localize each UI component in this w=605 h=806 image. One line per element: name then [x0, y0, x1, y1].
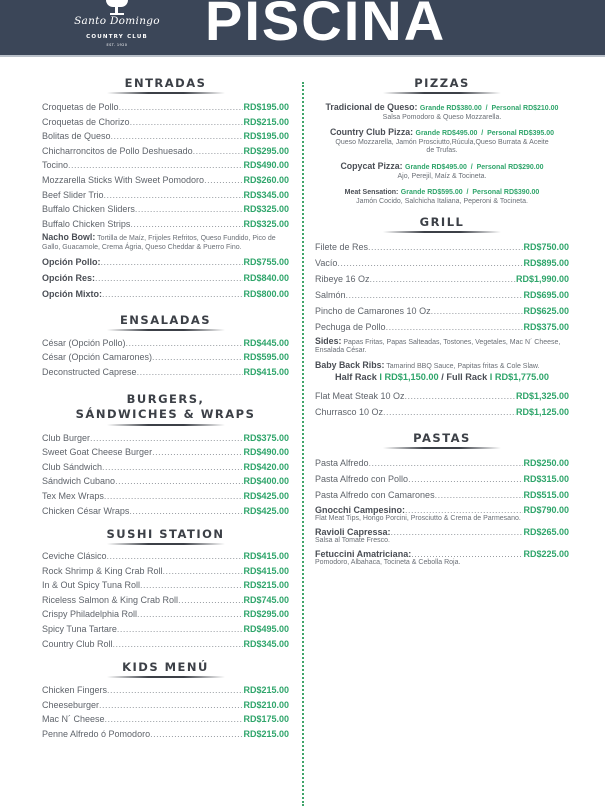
- section-title: GRILL: [315, 216, 569, 233]
- item-price: RD$490.00: [243, 447, 289, 458]
- menu-item: [42, 504, 289, 519]
- menu-item: [42, 489, 289, 504]
- menu-item: [42, 144, 289, 159]
- item-price: RD$315.00: [523, 473, 569, 484]
- item-price: RD$325.00: [243, 218, 289, 229]
- dot-leader: [111, 129, 244, 144]
- menu-item: [315, 388, 569, 404]
- menu-item: [42, 474, 289, 489]
- dot-leader: [370, 271, 516, 287]
- pizza-description: Queso Mozzarella, Jamón Prosciutto,Rúcula,Queso Burrata & Aceite de Trufas.: [335, 139, 549, 155]
- item-price: RD$215.00: [243, 685, 289, 696]
- item-name: Deconstructed Caprese: [42, 366, 137, 377]
- dot-leader: [90, 431, 243, 446]
- dot-leader: [129, 504, 243, 519]
- logo-est-text: EST. 1920: [106, 43, 128, 47]
- dot-leader: [150, 727, 243, 742]
- country-club-logo: [62, 0, 172, 57]
- dot-leader: [99, 698, 243, 713]
- item-name: Riceless Salmon & King Crab Roll: [42, 594, 179, 605]
- item-price: RD$375.00: [243, 432, 289, 443]
- page-title: PISCINA: [205, 0, 447, 52]
- menu-item: [315, 239, 569, 255]
- menu-item: [42, 698, 289, 713]
- full-rack-label: Full Rack: [446, 371, 488, 382]
- item-name: Cheeseburger: [42, 699, 100, 710]
- section-title: [42, 392, 289, 426]
- dot-leader: [130, 115, 244, 130]
- item-name: Pasta Alfredo con Pollo: [315, 473, 409, 484]
- menu-item: [42, 683, 289, 698]
- item-name: Spicy Tuna Tartare: [42, 624, 117, 635]
- item-price: RD$415.00: [243, 366, 289, 377]
- dot-leader: [405, 388, 516, 404]
- item-price: RD$425.00: [243, 505, 289, 516]
- item-name: Pechuga de Pollo: [315, 322, 386, 333]
- menu-item: [42, 637, 289, 652]
- ribs-description: Tamarind BBQ Sauce, Papitas fritas & Cole Slaw.: [386, 363, 540, 371]
- pizza-name: Country Club Pizza:: [329, 127, 414, 138]
- item-name: Buffalo Chicken Strips: [42, 218, 131, 229]
- dot-leader: [163, 564, 244, 579]
- dot-leader: [368, 239, 523, 255]
- item-price: RD$250.00: [523, 457, 569, 468]
- menu-item: [315, 404, 569, 420]
- item-name: Tocino: [42, 160, 69, 171]
- item-price: RD$1,325.00: [515, 390, 569, 401]
- dot-leader: [126, 336, 244, 351]
- ribs-title: Baby Back Ribs:: [315, 360, 385, 371]
- section-ensaladas: [42, 314, 289, 380]
- menu-item: [42, 202, 289, 217]
- item-name: César (Opción Camarones): [42, 352, 153, 363]
- item-price: RD$345.00: [243, 638, 289, 649]
- dot-leader: [113, 637, 244, 652]
- item-description: Salsa al Tomate Fresco.: [315, 536, 390, 544]
- menu-item: [315, 271, 569, 287]
- item-price: RD$745.00: [243, 594, 289, 605]
- item-name: Mozzarella Sticks With Sweet Pomodoro: [42, 174, 205, 185]
- dot-leader: [369, 455, 524, 471]
- menu-item: [42, 727, 289, 742]
- item-name: Croquetas de Pollo: [42, 102, 119, 112]
- pizza-item: [315, 186, 569, 206]
- menu-item: [42, 622, 289, 637]
- pizza-name: Tradicional de Queso:: [325, 102, 418, 112]
- dot-leader: [346, 287, 524, 303]
- item-price: RD$345.00: [243, 189, 289, 200]
- menu-item: [42, 365, 289, 380]
- dot-leader: [337, 255, 523, 271]
- dot-leader: [137, 365, 244, 380]
- logo-script-text: Santo Domingo: [74, 15, 160, 27]
- item-name: Crispy Philadelphia Roll: [42, 609, 138, 620]
- section-pizzas: [315, 77, 569, 206]
- item-price: RD$695.00: [523, 290, 569, 301]
- menu-item: [42, 445, 289, 460]
- item-name: Gnocchi Campesino:: [315, 504, 406, 515]
- pizza-item: [315, 127, 569, 155]
- menu-item: [315, 471, 569, 487]
- item-price: RD$490.00: [243, 160, 289, 171]
- pizza-prices: Grande RD$380.00 / Personal RD$210.00: [419, 105, 559, 112]
- item-name: Chicken Fingers: [42, 685, 108, 696]
- item-price: RD$260.00: [243, 174, 289, 185]
- column-divider: [302, 82, 304, 806]
- pizza-name: Copycat Pizza:: [340, 160, 403, 171]
- right-column: [315, 77, 569, 569]
- item-price: RD$515.00: [523, 489, 569, 500]
- dot-leader: [105, 712, 244, 727]
- half-rack-label: Half Rack: [334, 371, 377, 382]
- section-title: ENTRADAS: [42, 77, 289, 94]
- section-title-line1: BURGERS,: [126, 391, 205, 406]
- menu-item: [42, 607, 289, 622]
- item-price: RD$265.00: [523, 526, 569, 537]
- item-price: RD$175.00: [243, 714, 289, 725]
- dot-leader: [104, 188, 244, 203]
- item-price: RD$800.00: [243, 288, 289, 299]
- grill-sides: [315, 337, 569, 355]
- item-name: Pasta Alfredo: [315, 457, 369, 468]
- item-name: Salmón: [315, 290, 346, 301]
- dot-leader: [435, 487, 524, 503]
- section-title-line2: SÁNDWICHES & WRAPS: [75, 406, 256, 421]
- pizza-prices: Grande RD$595.00 / Personal RD$390.00: [400, 188, 540, 196]
- section-title: SUSHI STATION: [42, 528, 289, 545]
- dot-leader: [204, 173, 243, 188]
- dot-leader: [117, 622, 244, 637]
- pasta-special: [315, 525, 569, 545]
- menu-item: [42, 564, 289, 579]
- logo-club-text: COUNTRY CLUB: [86, 34, 148, 40]
- item-name: Country Club Roll: [42, 638, 113, 649]
- item-price: RD$595.00: [243, 352, 289, 363]
- menu-item: [315, 487, 569, 503]
- item-price: RD$755.00: [243, 256, 289, 267]
- menu-item: [42, 158, 289, 173]
- dot-leader: [137, 607, 243, 622]
- menu-item: [315, 303, 569, 319]
- dot-leader: [140, 578, 243, 593]
- item-name: Mac N´ Cheese: [42, 714, 105, 725]
- pizza-name: Meat Sensation:: [344, 188, 399, 196]
- item-price: RD$295.00: [243, 145, 289, 156]
- menu-item: [42, 115, 289, 130]
- section-grill: [315, 216, 569, 420]
- item-name: Rock Shrimp & King Crab Roll: [42, 565, 163, 576]
- item-name: Croquetas de Chorizo: [42, 116, 130, 127]
- item-price: RD$325.00: [243, 204, 289, 215]
- dot-leader: [119, 100, 244, 115]
- item-name: Ribeye 16 Oz: [315, 274, 370, 285]
- item-price: RD$400.00: [243, 476, 289, 487]
- pizza-description: Jamón Cocido, Salchicha Italiana, Peperoni & Tocineta.: [356, 197, 528, 205]
- item-price: RD$790.00: [523, 504, 569, 515]
- dot-leader: [102, 286, 243, 302]
- menu-item: [42, 431, 289, 446]
- pizza-item: [315, 161, 569, 181]
- item-price: RD$215.00: [243, 116, 289, 127]
- item-name: Opción Res:: [42, 272, 96, 283]
- item-name: Pasta Alfredo con Camarones: [315, 489, 435, 500]
- menu-item: [42, 593, 289, 608]
- item-name: Pincho de Camarones 10 Oz: [315, 306, 431, 317]
- pizza-prices: Grande RD$495.00 / Personal RD$290.00: [405, 163, 544, 171]
- item-name: Chicken César Wraps: [42, 505, 130, 516]
- item-price: RD$215.00: [243, 580, 289, 591]
- pasta-special: [315, 503, 569, 523]
- section-entradas: [42, 77, 289, 302]
- dot-leader: [152, 445, 243, 460]
- item-name: César (Opción Pollo): [42, 337, 126, 348]
- dot-leader: [386, 319, 524, 335]
- item-price: RD$1,990.00: [515, 274, 569, 285]
- item-name: Filete de Res: [315, 242, 369, 253]
- section-pastas: [315, 432, 569, 567]
- item-price: RD$415.00: [243, 565, 289, 576]
- item-description: Flat Meat Tips, Hongo Porcini, Prosciutto & Crema de Parmesano.: [315, 514, 521, 522]
- sides-title: Sides:: [315, 336, 342, 347]
- item-price: RD$625.00: [523, 306, 569, 317]
- menu-item: [42, 129, 289, 144]
- item-name: Ceviche Clásico: [42, 551, 107, 562]
- menu-item: [42, 460, 289, 475]
- item-name: Penne Alfredo ó Pomodoro: [42, 729, 151, 740]
- menu-item: [42, 286, 289, 302]
- item-price: RD$495.00: [243, 624, 289, 635]
- item-price: RD$420.00: [243, 461, 289, 472]
- item-name: Chicharroncitos de Pollo Deshuesado: [42, 145, 193, 156]
- item-name: Sándwich Cubano: [42, 476, 116, 487]
- menu-item: [42, 254, 289, 270]
- item-price: RD$1,125.00: [515, 406, 569, 417]
- pizza-description: Ajo, Perejil, Maíz & Tocineta.: [397, 172, 487, 180]
- full-rack-price: I RD$1,775.00: [489, 371, 550, 382]
- menu-item: [42, 578, 289, 593]
- item-name: Ravioli Capressa:: [315, 526, 391, 537]
- menu-item: [42, 336, 289, 351]
- menu-item: [42, 173, 289, 188]
- sides-list: Papas Fritas, Papas Salteadas, Tostones, Vegetales, Mac N´ Cheese, Ensalada César.: [315, 339, 561, 355]
- item-name: Tex Mex Wraps: [42, 490, 104, 501]
- nacho-bowl-ingredients: Tortilla de Maíz, Frijoles Refritos, Queso Fundido, Pico de Gallo, Guacamole, Crema Ágria, Queso Cheddar & Puerro Fino.: [42, 235, 276, 251]
- nacho-bowl-title: Nacho Bowl:: [42, 232, 96, 243]
- dot-leader: [68, 158, 243, 173]
- item-name: Vacío: [315, 258, 338, 269]
- menu-item: [42, 270, 289, 286]
- item-name: Flat Meat Steak 10 Oz: [315, 390, 405, 401]
- pizza-prices: Grande RD$495.00 / Personal RD$395.00: [415, 130, 555, 138]
- section-sushi: [42, 528, 289, 651]
- menu-item: [42, 549, 289, 564]
- item-name: Fetuccini Amatriciana:: [315, 548, 412, 559]
- pizza-item: [315, 102, 569, 122]
- section-kids: [42, 661, 289, 741]
- item-price: RD$225.00: [523, 548, 569, 559]
- menu-item: [42, 188, 289, 203]
- dot-leader: [193, 144, 244, 159]
- item-name: In & Out Spicy Tuna Roll: [42, 580, 141, 591]
- menu-item: [315, 255, 569, 271]
- menu-item: [42, 712, 289, 727]
- item-price: RD$195.00: [243, 102, 289, 112]
- item-price: RD$210.00: [243, 699, 289, 710]
- dot-leader: [178, 593, 243, 608]
- pizza-description: Salsa Pomodoro & Queso Mozzarella.: [382, 114, 502, 121]
- section-title: PIZZAS: [315, 77, 569, 94]
- dot-leader: [431, 303, 524, 319]
- item-name: Buffalo Chicken Sliders: [42, 204, 135, 215]
- section-title: PASTAS: [315, 432, 569, 449]
- menu-item: [42, 350, 289, 365]
- dot-leader: [104, 489, 244, 504]
- dot-leader: [135, 202, 244, 217]
- baby-back-ribs: [315, 361, 569, 383]
- menu-item: [42, 100, 289, 115]
- item-price: RD$895.00: [523, 258, 569, 269]
- dot-leader: [383, 404, 516, 420]
- item-price: RD$425.00: [243, 490, 289, 501]
- item-price: RD$840.00: [243, 272, 289, 283]
- item-name: Club Sándwich: [42, 461, 103, 472]
- item-price: RD$445.00: [243, 337, 289, 348]
- item-name: Churrasco 10 Oz: [315, 406, 384, 417]
- item-name: Beef Slider Trio: [42, 189, 104, 200]
- item-description: Pomodoro, Albahaca, Tocineta & Cebolla Roja.: [315, 558, 461, 566]
- dot-leader: [130, 217, 243, 232]
- dot-leader: [152, 350, 243, 365]
- dot-leader: [391, 525, 524, 539]
- dot-leader: [107, 683, 243, 698]
- tree-icon: [106, 0, 128, 16]
- header-banner: [0, 0, 605, 57]
- ribs-separator: /: [441, 371, 444, 382]
- item-name: Sweet Goat Cheese Burger: [42, 447, 153, 458]
- half-rack-price: I RD$1,150.00: [379, 371, 439, 382]
- item-price: RD$295.00: [243, 609, 289, 620]
- dot-leader: [101, 254, 244, 270]
- menu-item: [315, 319, 569, 335]
- item-price: RD$215.00: [243, 729, 289, 740]
- item-price: RD$415.00: [243, 551, 289, 562]
- menu-item: [315, 287, 569, 303]
- item-name: Opción Pollo:: [42, 256, 101, 267]
- dot-leader: [408, 471, 523, 487]
- nacho-bowl-description: [42, 233, 289, 251]
- item-name: Bolitas de Queso: [42, 131, 111, 142]
- section-title: KIDS MENÚ: [42, 661, 289, 678]
- menu-item: [42, 217, 289, 232]
- section-title: ENSALADAS: [42, 314, 289, 331]
- dot-leader: [95, 270, 243, 286]
- left-column: [42, 77, 289, 742]
- menu-item: [315, 455, 569, 471]
- ribs-prices: [315, 372, 569, 383]
- dot-leader: [107, 549, 244, 564]
- section-burgers: [42, 392, 289, 519]
- dot-leader: [115, 474, 243, 489]
- item-price: RD$195.00: [243, 131, 289, 142]
- item-name: Club Burger: [42, 432, 91, 443]
- dot-leader: [102, 460, 243, 475]
- item-name: Opción Mixto:: [42, 288, 102, 299]
- pasta-special: [315, 547, 569, 567]
- item-price: RD$375.00: [523, 322, 569, 333]
- item-price: RD$750.00: [523, 242, 569, 253]
